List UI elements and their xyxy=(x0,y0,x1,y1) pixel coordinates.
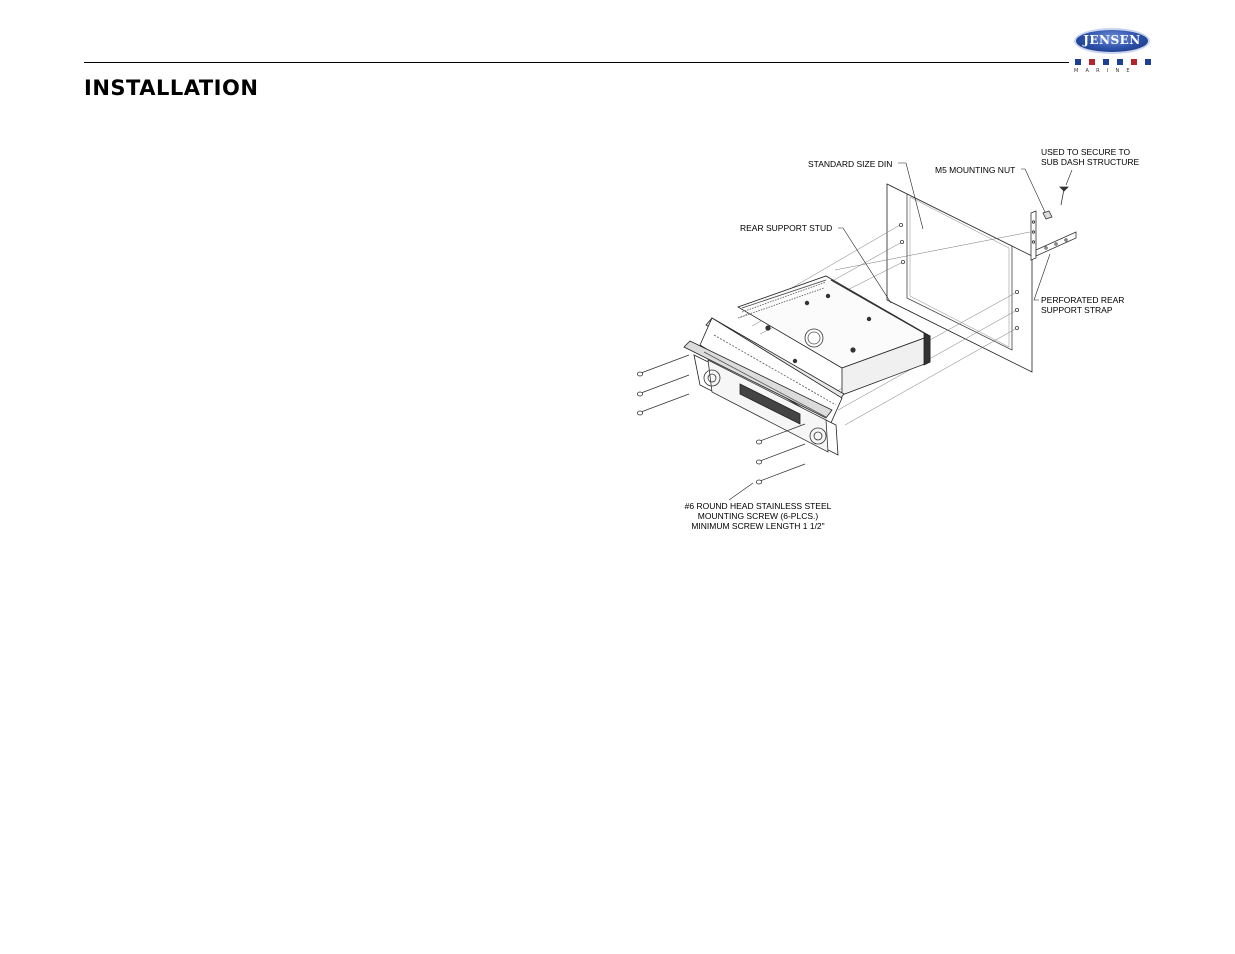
callout-secure-structure xyxy=(1041,147,1139,167)
callout-strap-line1: PERFORATED REAR xyxy=(1041,295,1125,305)
logo-subtitle: MARINE xyxy=(1074,68,1137,74)
callout-secure-line2: SUB DASH STRUCTURE xyxy=(1041,157,1140,167)
callout-screw-line2: MOUNTING SCREW (6-PLCS.) xyxy=(697,511,819,521)
callout-screw-line1: #6 ROUND HEAD STAINLESS STEEL xyxy=(684,501,832,511)
callout-standard-din: STANDARD SIZE DIN xyxy=(808,159,893,169)
logo-brand: JENSEN xyxy=(1083,33,1141,47)
callout-secure-line1: USED TO SECURE TO xyxy=(1041,147,1131,157)
page-title: INSTALLATION xyxy=(84,76,259,100)
rear-support-strap xyxy=(1031,187,1076,260)
callout-rear-stud: REAR SUPPORT STUD xyxy=(740,223,833,233)
callout-m5-nut: M5 MOUNTING NUT xyxy=(935,165,1016,175)
callout-support-strap xyxy=(1041,295,1124,315)
callout-screw-line3: MINIMUM SCREW LENGTH 1 1/2" xyxy=(691,521,825,531)
callout-mounting-screw xyxy=(678,501,838,531)
callout-strap-line2: SUPPORT STRAP xyxy=(1041,305,1113,315)
